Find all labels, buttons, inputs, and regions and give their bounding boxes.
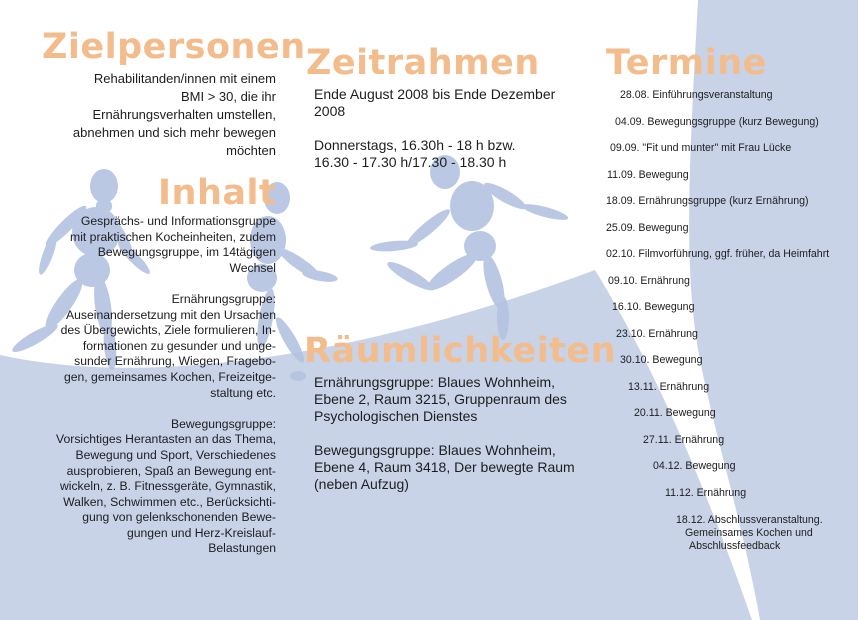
heading-raeumlichkeiten: Räumlichkeiten: [304, 331, 617, 371]
text-line: Bewegungsgruppe, im 14tägigen: [97, 245, 276, 260]
text-line: Ernährungsgruppe: Blaues Wohnheim,: [314, 374, 556, 390]
text-line: wickeln, z. B. Fitnessgeräte, Gymnastik,: [59, 479, 276, 494]
text-line: möchten: [226, 143, 276, 158]
text-line: Ernährungsgruppe:: [171, 291, 276, 306]
text-line: Gemeinsames Kochen und: [685, 527, 813, 539]
text-line: 16.30 - 17.30 h/17.30 - 18.30 h: [314, 154, 507, 170]
termin-item: 09.09. "Fit und munter" mit Frau Lücke: [610, 142, 792, 154]
termin-item: 13.11. Ernährung: [628, 381, 710, 393]
text-line: Psychologischen Dienstes: [314, 408, 478, 424]
raeumlichkeiten-text: [314, 374, 575, 493]
text-line: des Übergewichts, Ziele formulieren, In-: [60, 323, 276, 338]
termin-item: 04.09. Bewegungsgruppe (kurz Bewegung): [615, 116, 819, 128]
text-line: Ebene 2, Raum 3215, Gruppenraum des: [314, 391, 567, 407]
text-line: 18.12. Abschlussveranstaltung.: [676, 514, 823, 526]
termin-item: 28.08. Einführungsveranstaltung: [620, 89, 773, 101]
text-line: Auseinandersetzung mit den Ursachen: [65, 307, 276, 322]
text-line: BMI > 30, die ihr: [180, 89, 276, 104]
text-line: Rehabilitanden/innen mit einem: [93, 71, 276, 86]
text-line: staltung etc.: [210, 385, 276, 400]
termin-item: 04.12. Bewegung: [653, 460, 736, 472]
termin-item: 30.10. Bewegung: [620, 354, 703, 366]
text-line: Abschlussfeedback: [689, 540, 781, 552]
text-line: gung von gelenkschonenden Bewe-: [82, 510, 276, 525]
zielpersonen-text: [73, 70, 276, 160]
heading-zeitrahmen: Zeitrahmen: [306, 43, 540, 83]
text-line: abnehmen und sich mehr bewegen: [72, 125, 276, 140]
text-line: Ernährungsverhalten umstellen,: [92, 107, 276, 122]
termin-item: 23.10. Ernährung: [616, 328, 698, 340]
text-line: 2008: [314, 103, 346, 119]
termin-item: 20.11. Bewegung: [634, 407, 716, 419]
heading-termine: Termine: [606, 43, 767, 83]
text-line: Gesprächs- und Informationsgruppe: [80, 214, 276, 228]
text-line: Bewegungsgruppe:: [170, 416, 276, 431]
text-line: Bewegung und Sport, Verschiedenes: [75, 447, 276, 462]
zeitrahmen-text: [314, 86, 555, 171]
text-line: Walken, Schwimmen etc., Berücksichti-: [63, 494, 276, 509]
text-line: mit praktischen Kocheinheiten, zudem: [70, 229, 276, 244]
text-line: Wechsel: [229, 260, 276, 275]
text-line: formationen zu gesunder und unge-: [82, 338, 276, 353]
termin-item: 11.09. Bewegung: [607, 169, 689, 181]
text-line: Vorsichtiges Herantasten an das Thema,: [56, 432, 276, 447]
text-line: gungen und Herz-Kreislauf-: [126, 525, 276, 540]
heading-inhalt: Inhalt: [158, 173, 277, 213]
text-line: gen, gemeinsames Kochen, Freizeitge-: [63, 369, 276, 384]
text-line: Ebene 4, Raum 3418, Der bewegte Raum: [314, 459, 575, 475]
termin-item: 18.09. Ernährungsgruppe (kurz Ernährung): [606, 195, 809, 207]
inhalt-text: [56, 214, 276, 557]
text-line: Bewegungsgruppe: Blaues Wohnheim,: [314, 442, 556, 458]
text-line: Belastungen: [208, 541, 276, 556]
text-line: Ende August 2008 bis Ende Dezember: [314, 86, 556, 102]
text-line: (neben Aufzug): [314, 476, 409, 492]
termin-item: 11.12. Ernährung: [665, 487, 747, 499]
termin-item: 02.10. Filmvorführung, ggf. früher, da Heimfahrt: [606, 248, 830, 260]
termin-item: 16.10. Bewegung: [612, 301, 695, 313]
text-line: Donnerstags, 16.30h - 18 h bzw.: [314, 137, 516, 153]
text-line: ausprobieren, Spaß an Bewegung ent-: [66, 463, 276, 478]
termin-item: 09.10. Ernährung: [608, 275, 690, 287]
heading-zielpersonen: Zielpersonen: [42, 27, 306, 67]
text-line: sunder Ernährung, Wiegen, Fragebo-: [74, 354, 276, 369]
termin-item: 27.11. Ernährung: [643, 434, 725, 446]
termin-item: 25.09. Bewegung: [606, 222, 689, 234]
termin-item-final: [676, 514, 823, 553]
